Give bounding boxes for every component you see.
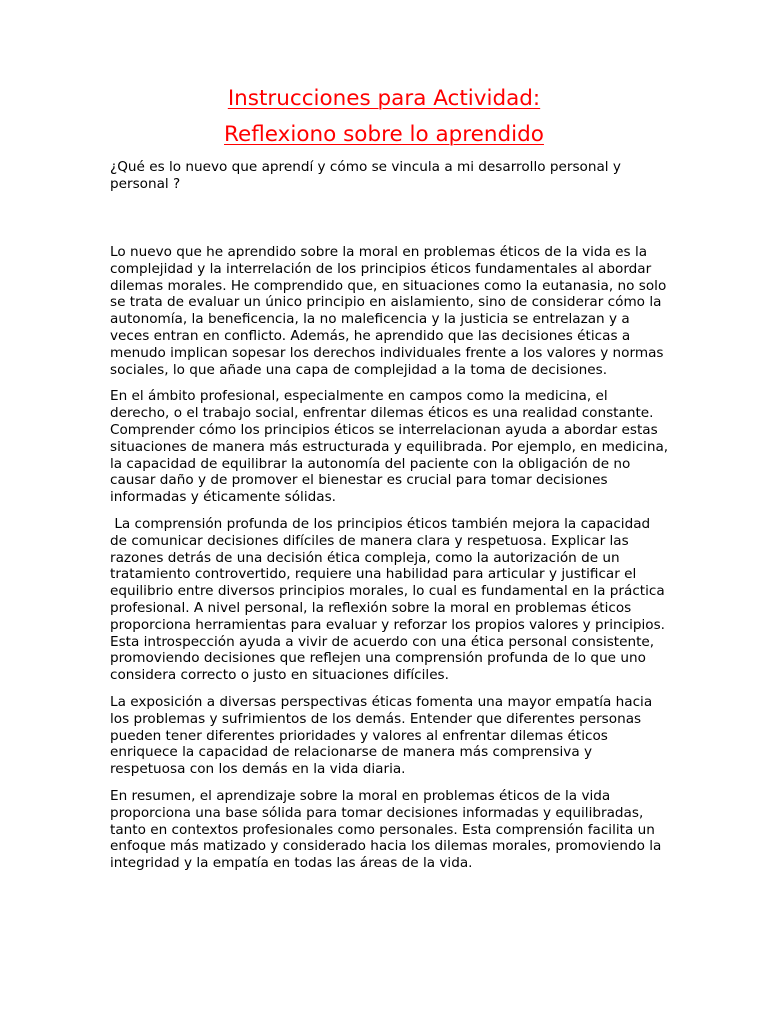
guiding-question: ¿Qué es lo nuevo que aprendí y cómo se vincula a mi desarrollo personal y personal ? <box>110 159 621 192</box>
paragraph-2: En el ámbito profesional, especialmente en campos como la medicina, el derecho, o el trabajo social, enfrentar dilemas éticos es una realidad constante. Comprender cómo los principios éticos se interrelacionan ayuda a abordar estas situaciones de manera más estructurada y equilibrada. Por ejemplo, en medicina, la capacidad de equilibrar la autonomía del paciente con la obligación de no causar daño y de promover el bienestar es crucial para tomar decisiones informadas y éticamente sólidas. <box>110 388 669 506</box>
title-line-2: Reflexiono sobre lo aprendido <box>224 122 544 147</box>
paragraph-5: En resumen, el aprendizaje sobre la moral en problemas éticos de la vida proporciona una base sólida para tomar decisiones informadas y equilibradas, tanto en contextos profesionales como personales. Esta comprensión facilita un enfoque más matizado y considerado hacia los dilemas morales, promoviendo la integridad y la empatía en todas las áreas de la vida. <box>110 787 662 872</box>
paragraph-1: Lo nuevo que he aprendido sobre la moral en problemas éticos de la vida es la complejidad y la interrelación de los principios éticos fundamentales al abordar dilemas morales. He comprendido que, en situaciones como la eutanasia, no solo se trata de evaluar un único principio en aislamiento, sino de considerar cómo la autonomía, la beneficencia, la no maleficencia y la justicia se entrelazan y a veces entran en conflicto. Además, he aprendido que las decisiones éticas a menudo implican sopesar los derechos individuales frente a los valores y normas sociales, lo que añade una capa de complejidad a la toma de decisiones. <box>110 244 667 378</box>
paragraph-4: La exposición a diversas perspectivas éticas fomenta una mayor empatía hacia los problemas y sufrimientos de los demás. Entender que diferentes personas pueden tener diferentes prioridades y valores al enfrentar dilemas éticos enriquece la capacidad de relacionarse de manera más comprensiva y respetuosa con los demás en la vida diaria. <box>110 693 653 778</box>
title-line-1: Instrucciones para Actividad: <box>227 86 541 111</box>
paragraph-3: La comprensión profunda de los principios éticos también mejora la capacidad de comunicar decisiones difíciles de manera clara y respetuosa. Explicar las razones detrás de una decisión ética compleja, como la autorización de un tratamiento controvertido, requiere una habilidad para articular y justificar el equilibrio entre diversos principios morales, lo cual es fundamental en la práctica profesional. A nivel personal, la reflexión sobre la moral en problemas éticos proporciona herramientas para evaluar y reforzar los propios valores y principios. Esta introspección ayuda a vivir de acuerdo con una ética personal consistente, promoviendo decisiones que reflejen una comprensión profunda de lo que uno considera correcto o justo en situaciones difíciles. <box>110 515 670 684</box>
document-body <box>110 244 670 882</box>
